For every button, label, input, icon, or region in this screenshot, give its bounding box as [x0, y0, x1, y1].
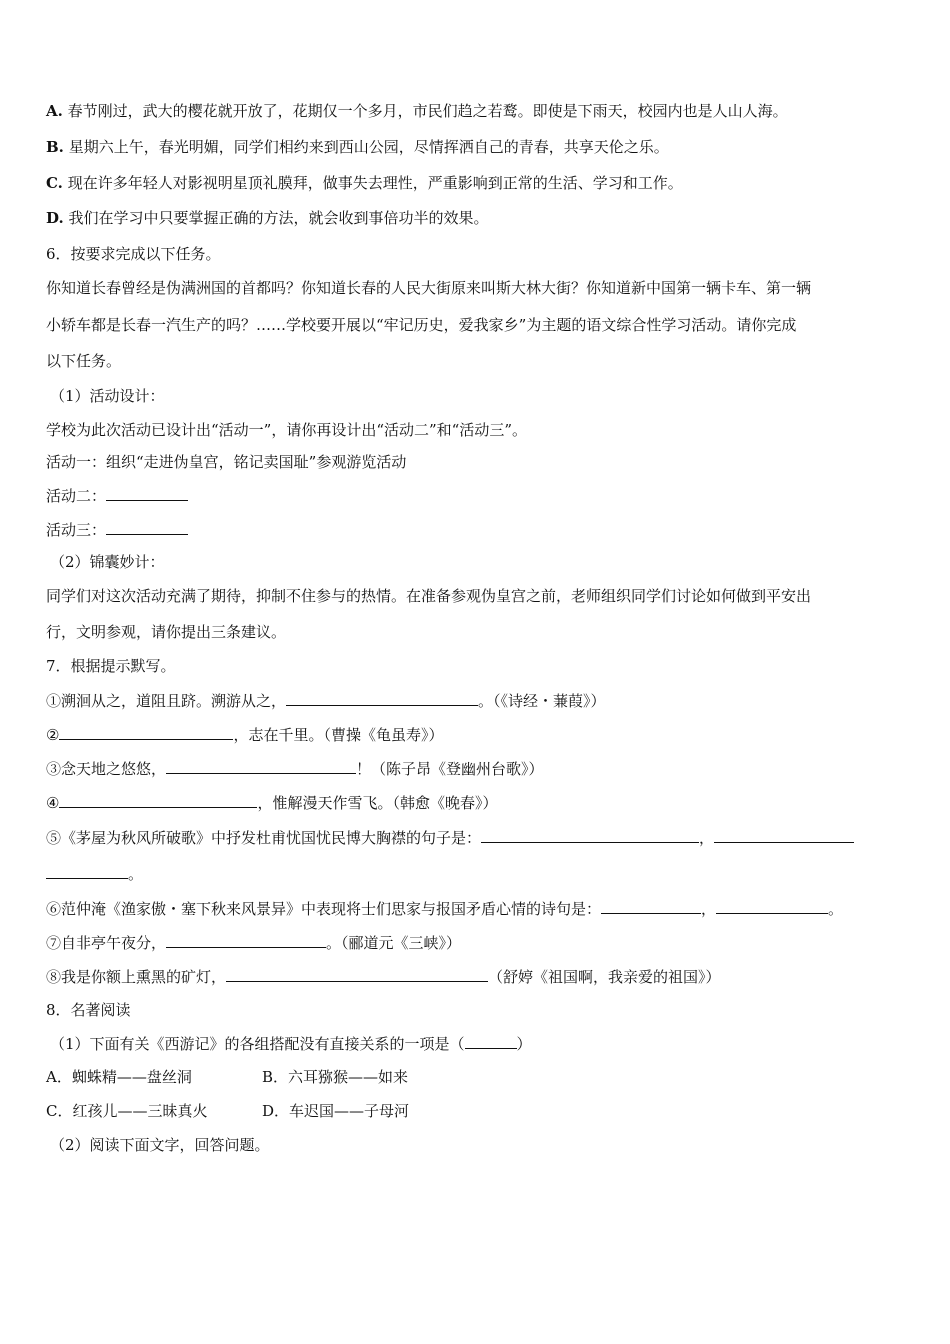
q5-option-c [46, 172, 683, 194]
answer-blank[interactable] [481, 826, 699, 843]
answer-blank[interactable] [106, 518, 188, 535]
q7-item-3 [46, 757, 544, 780]
answer-blank[interactable] [106, 484, 188, 501]
q8-option-b: B．六耳猕猴——如来 [262, 1068, 409, 1086]
answer-blank[interactable] [465, 1032, 517, 1049]
q8-option-c: C．红孩儿——三昧真火 [46, 1102, 208, 1120]
answer-blank[interactable] [226, 965, 488, 982]
option-letter: D. [46, 209, 64, 227]
item-text: ⑤《茅屋为秋风所破歌》中抒发杜甫忧国忧民博大胸襟的句子是： [46, 829, 482, 847]
answer-blank[interactable] [286, 689, 478, 706]
item-text: ② [46, 726, 60, 744]
answer-blank[interactable] [601, 897, 701, 914]
q5-option-a [46, 100, 788, 122]
option-text: 现在许多年轻人对影视明星顶礼膜拜，做事失去理性，严重影响到正常的生活、学习和工作。 [67, 174, 683, 192]
q6-activity-3 [46, 518, 188, 541]
item-text: ③念天地之悠悠， [46, 760, 167, 778]
q6-activity-2 [46, 484, 188, 507]
answer-blank[interactable] [716, 897, 828, 914]
item-end: 。 [128, 865, 144, 883]
option-text: 星期六上午，春光明媚，同学们相约来到西山公园，尽情挥洒自己的青春，共享天伦之乐。 [68, 138, 669, 156]
item-source: 。（《诗经・蒹葭》） [478, 692, 606, 710]
q7-title: 7．根据提示默写。 [46, 657, 176, 675]
q7-item-4 [46, 791, 497, 814]
item-source: ，惟解漫天作雪飞。（韩愈《晚春》） [257, 794, 498, 812]
option-letter: B. [46, 138, 64, 156]
answer-blank[interactable] [166, 931, 326, 948]
q6-intro-line-1: 你知道长春曾经是伪满洲国的首都吗？你知道长春的人民大街原来叫斯大林大街？你知道新中国第一辆卡车、第一辆 [46, 279, 812, 297]
activity-label: 活动三： [46, 521, 107, 539]
option-text: 春节刚过，武大的樱花就开放了，花期仅一个多月，市民们趋之若鹜。即使是下雨天，校园内也是人山人海。 [67, 102, 788, 120]
q8-option-a: A．蜘蛛精——盘丝洞 [46, 1068, 192, 1086]
answer-blank[interactable] [46, 862, 128, 879]
item-text: ⑦自非亭午夜分， [46, 934, 167, 952]
q6-title: 6．按要求完成以下任务。 [46, 245, 221, 263]
q7-item-1 [46, 689, 606, 712]
q6-part1-prompt: 学校为此次活动已设计出“活动一”，请你再设计出“活动二”和“活动三”。 [46, 421, 528, 439]
item-end: 。 [828, 900, 844, 918]
item-source: ！（陈子昂《登幽州台歌》） [356, 760, 544, 778]
q6-part2-line-2: 行，文明参观，请你提出三条建议。 [46, 623, 287, 641]
item-source: 。（郦道元《三峡》） [326, 934, 462, 952]
item-text: ⑧我是你额上熏黑的矿灯， [46, 968, 227, 986]
q8-title: 8．名著阅读 [46, 1001, 131, 1019]
item-text: ④ [46, 794, 60, 812]
activity-label: 活动二： [46, 487, 107, 505]
q6-intro-line-2: 小轿车都是长春一汽生产的吗？……学校要开展以“牢记历史，爱我家乡”为主题的语文综合性学习活动。请你完成 [46, 316, 797, 334]
q7-item-5-cont [46, 862, 143, 885]
q8-part2: （2）阅读下面文字，回答问题。 [50, 1136, 270, 1154]
q5-option-b [46, 136, 669, 158]
q7-item-7 [46, 931, 461, 954]
answer-blank[interactable] [59, 723, 233, 740]
item-source: （舒婷《祖国啊，我亲爱的祖国》） [488, 968, 721, 986]
q7-item-2 [46, 723, 443, 746]
question-text: （1）下面有关《西游记》的各组搭配没有直接关系的一项是（ [50, 1035, 465, 1053]
q8-part1 [50, 1032, 532, 1055]
q7-item-5 [46, 826, 854, 849]
item-separator: ， [701, 900, 717, 918]
option-text: 我们在学习中只要掌握正确的方法，就会收到事倍功半的效果。 [68, 209, 489, 227]
q6-activity-1: 活动一：组织“走进伪皇宫，铭记卖国耻”参观游览活动 [46, 453, 407, 471]
answer-blank[interactable] [714, 826, 854, 843]
item-text: ①溯洄从之，道阻且跻。溯游从之， [46, 692, 287, 710]
q6-part2-title: （2）锦囊妙计： [50, 553, 165, 571]
q8-option-d: D．车迟国——子母河 [262, 1102, 410, 1120]
option-letter: C. [46, 174, 63, 192]
q6-part2-line-1: 同学们对这次活动充满了期待，抑制不住参与的热情。在准备参观伪皇宫之前，老师组织同学们讨论如何做到平安出 [46, 587, 812, 605]
q5-option-d [46, 207, 489, 229]
item-source: ，志在千里。（曹操《龟虽寿》） [233, 726, 444, 744]
option-letter: A. [46, 102, 63, 120]
question-end: ） [516, 1035, 532, 1053]
q7-item-6 [46, 897, 843, 920]
q6-intro-line-3: 以下任务。 [46, 352, 122, 370]
q7-item-8 [46, 965, 721, 988]
answer-blank[interactable] [166, 757, 356, 774]
item-text: ⑥范仲淹《渔家傲・塞下秋来风景异》中表现将士们思家与报国矛盾心情的诗句是： [46, 900, 602, 918]
answer-blank[interactable] [59, 791, 257, 808]
q6-part1-title: （1）活动设计： [50, 387, 165, 405]
item-separator: ， [699, 829, 715, 847]
